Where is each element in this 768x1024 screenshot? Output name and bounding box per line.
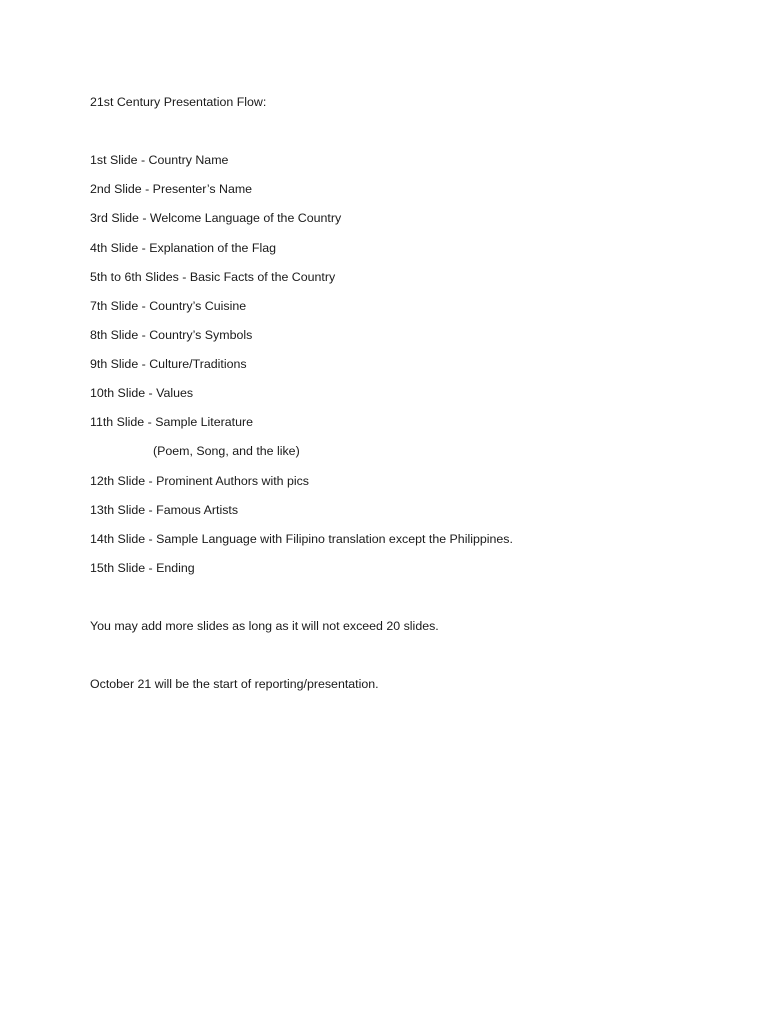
slide-item-15: 15th Slide - Ending — [90, 561, 195, 575]
note-start-date: October 21 will be the start of reporting/presentation. — [90, 677, 379, 691]
slide-item-11-subnote: (Poem, Song, and the like) — [153, 444, 300, 458]
note-slide-limit: You may add more slides as long as it will not exceed 20 slides. — [90, 619, 439, 633]
slide-item-10: 10th Slide - Values — [90, 386, 194, 400]
slide-item-13: 13th Slide - Famous Artists — [90, 503, 239, 517]
slide-item-7: 7th Slide - Country’s Cuisine — [90, 299, 247, 313]
slide-item-1: 1st Slide - Country Name — [90, 153, 229, 167]
slide-item-4: 4th Slide - Explanation of the Flag — [90, 241, 276, 255]
slide-item-3: 3rd Slide - Welcome Language of the Country — [90, 211, 342, 225]
slide-item-8: 8th Slide - Country’s Symbols — [90, 328, 253, 342]
slide-item-12: 12th Slide - Prominent Authors with pics — [90, 474, 310, 488]
slide-item-9: 9th Slide - Culture/Traditions — [90, 357, 247, 371]
slide-item-2: 2nd Slide - Presenter’s Name — [90, 182, 253, 196]
document-title: 21st Century Presentation Flow: — [90, 95, 267, 109]
slide-item-14: 14th Slide - Sample Language with Filipino translation except the Philippines. — [90, 532, 513, 546]
slide-item-11: 11th Slide - Sample Literature — [90, 415, 254, 429]
slide-item-5-6: 5th to 6th Slides - Basic Facts of the Country — [90, 270, 336, 284]
